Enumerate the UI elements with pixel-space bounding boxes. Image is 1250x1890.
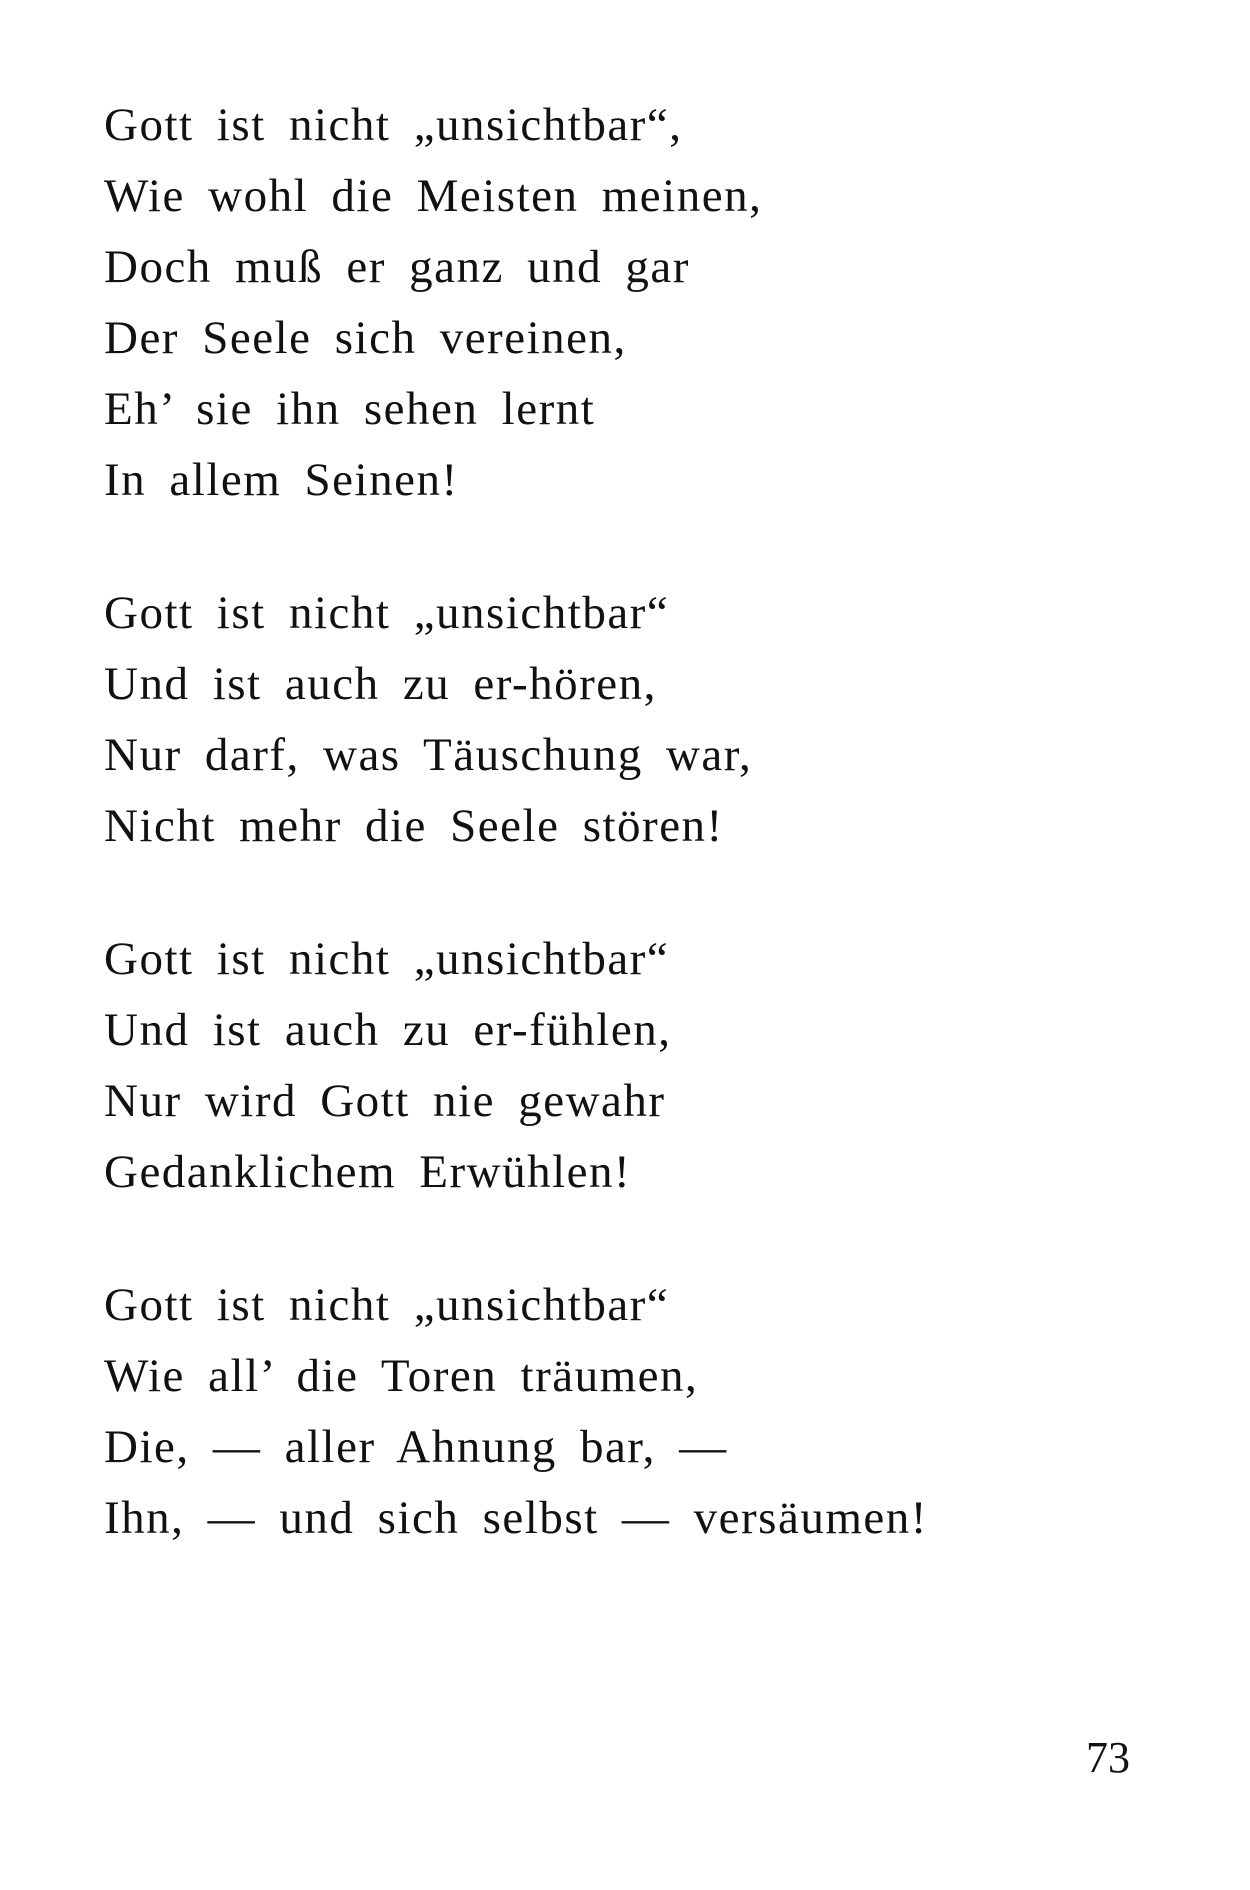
poem-line: Doch muß er ganz und gar xyxy=(104,241,690,293)
poem-line: Gott ist nicht „unsichtbar“ xyxy=(104,933,670,985)
poem-line: Wie wohl die Meisten meinen, xyxy=(104,170,763,222)
poem xyxy=(104,90,1154,1616)
stanza-3 xyxy=(104,924,1154,1208)
poem-line: Gott ist nicht „unsichtbar“ xyxy=(104,587,670,639)
poem-line: Gott ist nicht „unsichtbar“, xyxy=(104,99,683,151)
poem-line: Eh’ sie ihn sehen lernt xyxy=(104,383,596,435)
poem-line: Nicht mehr die Seele stören! xyxy=(104,800,724,852)
poem-line: Die, — aller Ahnung bar, — xyxy=(104,1421,728,1473)
poem-line: Und ist auch zu er-hören, xyxy=(104,658,657,710)
poem-line: Nur darf, was Täuschung war, xyxy=(104,729,753,781)
poem-line: Ihn, — und sich selbst — versäumen! xyxy=(104,1492,928,1544)
page-number: 73 xyxy=(1086,1733,1130,1782)
stanza-2 xyxy=(104,578,1154,862)
poem-line: Nur wird Gott nie gewahr xyxy=(104,1075,666,1127)
stanza-1 xyxy=(104,90,1154,516)
poem-line: Gott ist nicht „unsichtbar“ xyxy=(104,1279,670,1331)
stanza-4 xyxy=(104,1270,1154,1554)
poem-line: Der Seele sich vereinen, xyxy=(104,312,627,364)
poem-line: Und ist auch zu er-fühlen, xyxy=(104,1004,672,1056)
poem-line: In allem Seinen! xyxy=(104,454,459,506)
poem-line: Gedanklichem Erwühlen! xyxy=(104,1146,632,1198)
poem-line: Wie all’ die Toren träumen, xyxy=(104,1350,699,1402)
